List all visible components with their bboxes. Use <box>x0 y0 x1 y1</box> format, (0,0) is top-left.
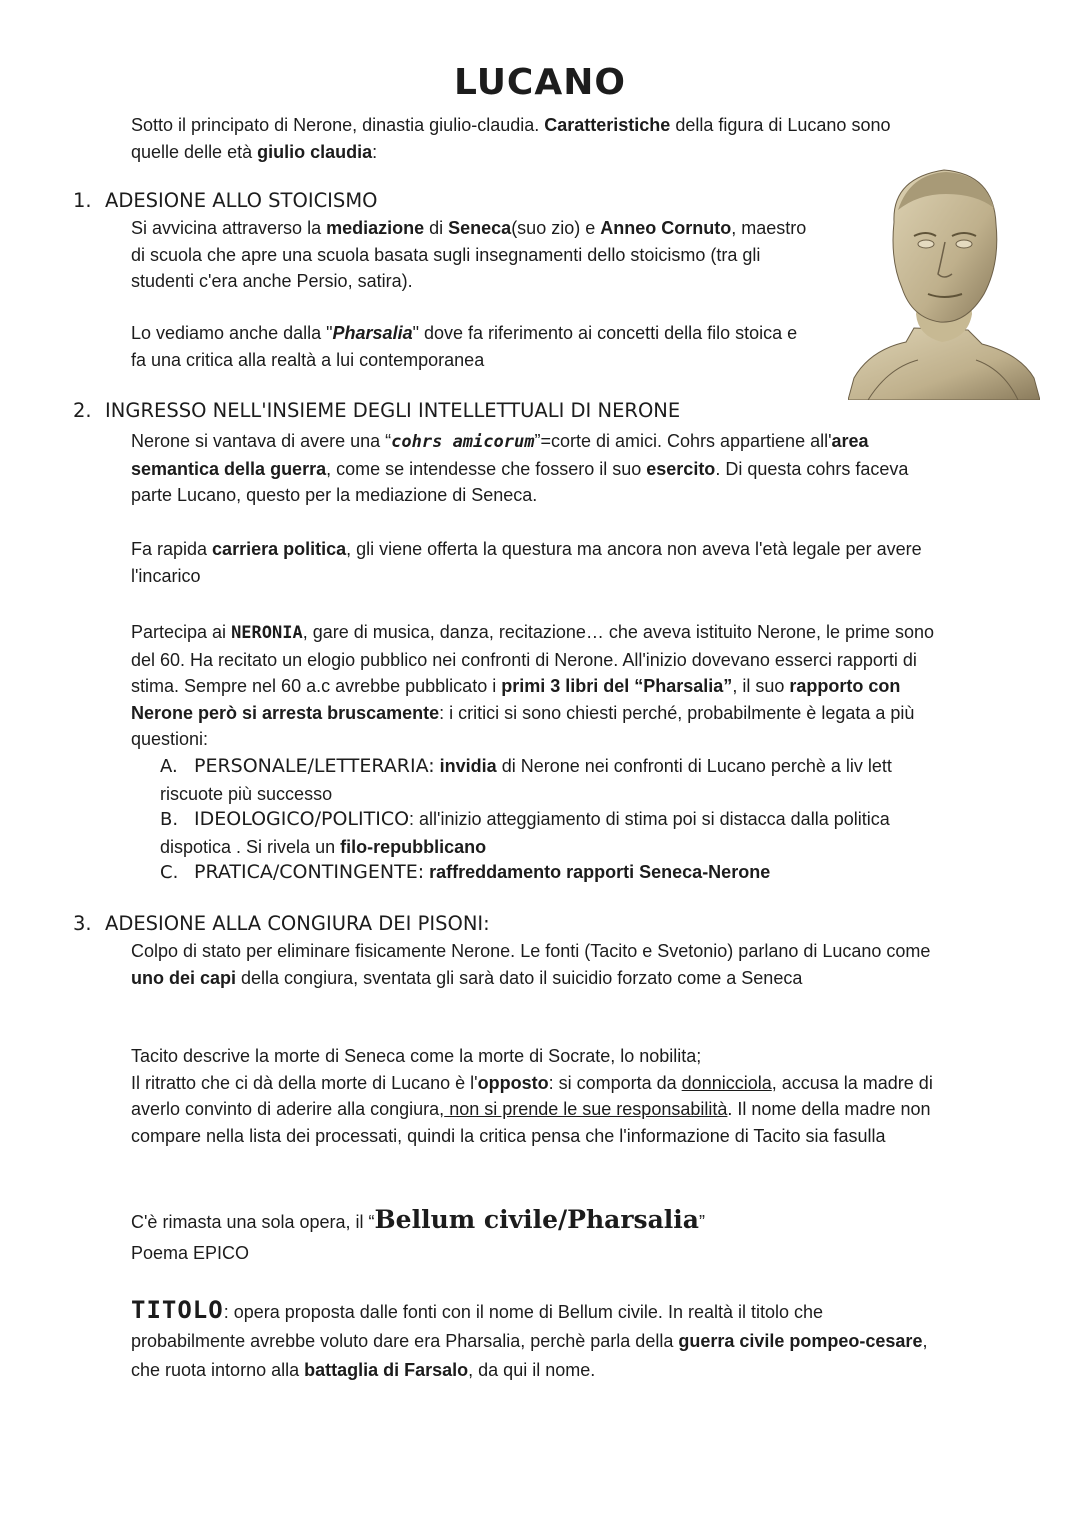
opera-paragraph: C'è rimasta una sola opera, il “Bellum civile/Pharsalia” <box>131 1205 705 1234</box>
section-1-heading: 1. ADESIONE ALLO STOICISMO <box>73 189 378 212</box>
page-title: LUCANO <box>454 62 626 103</box>
poema-epico-line: Poema EPICO <box>131 1243 250 1263</box>
section-1-paragraph-2: Lo vediamo anche dalla "Pharsalia" dove fa riferimento ai concetti della filo stoica e fa una critica alla realtà a lui contemporanea <box>131 323 798 370</box>
section-3-heading: 3. ADESIONE ALLA CONGIURA DEI PISONI: <box>73 912 490 935</box>
section-2-paragraph-3: Partecipa ai NERONIA, gare di musica, danza, recitazione… che aveva istituito Nerone, le prime sono del 60. Ha recitato un elogio pubblico nei confronti di Nerone. All'inizio dovevano esserci rapporti di stima. Sempre nel 60 a.c avrebbe pubblicato i primi 3 libri del “Pharsalia”, il suo rapporto con Nerone però si arresta bruscamente: i critici si sono chiesti perché, probabilmente è legata a più questioni: <box>131 622 935 749</box>
section-2-heading: 2. INGRESSO NELL'INSIEME DEGLI INTELLETTUALI DI NERONE <box>73 399 681 422</box>
section-3-paragraph-2: Tacito descrive la morte di Seneca come la morte di Socrate, lo nobilita; Il ritratto che ci dà della morte di Lucano è l'opposto: si comporta da donnicciola, accusa la madre di averlo convinto di aderire alla congiura, non si prende le sue responsabilità. Il nome della madre non compare nella lista dei processati, quindi la critica pensa che l'informazione di Tacito sia fasulla <box>131 1046 933 1146</box>
intro-paragraph: Sotto il principato di Nerone, dinastia giulio-claudia. Caratteristiche della figura di Lucano sono quelle delle età giulio claudia: <box>131 115 891 162</box>
reason-a: A. PERSONALE/LETTERARIA: invidia di Nerone nei confronti di Lucano perchè a liv lett riscuote più successo <box>160 755 892 804</box>
section-2-paragraph-1: Nerone si vantava di avere una “cohrs amicorum”=corte di amici. Cohrs appartiene all'area semantica della guerra, come se intendesse che fossero il suo esercito. Di questa cohrs faceva parte Lucano, questo per la mediazione di Seneca. <box>131 431 909 505</box>
section-2-paragraph-2: Fa rapida carriera politica, gli viene offerta la questura ma ancora non aveva l'età legale per avere l'incarico <box>131 539 922 586</box>
section-1-paragraph-1: Si avvicina attraverso la mediazione di Seneca(suo zio) e Anneo Cornuto, maestro di scuola che apre una scuola basata sugli insegnamenti dello stoicismo (tra gli studenti c'era anche Persio, satira). <box>131 218 807 291</box>
reason-c: C. PRATICA/CONTINGENTE: raffreddamento rapporti Seneca-Nerone <box>160 861 771 883</box>
reason-b: B. IDEOLOGICO/POLITICO: all'inizio atteggiamento di stima poi si distacca dalla politica dispotica . Si rivela un filo-repubblicano <box>160 808 890 857</box>
section-3-paragraph-1: Colpo di stato per eliminare fisicamente Nerone. Le fonti (Tacito e Svetonio) parlano di Lucano come uno dei capi della congiura, sventata gli sarà dato il suicidio forzato come a Seneca <box>131 941 931 988</box>
titolo-paragraph: TITOLO: opera proposta dalle fonti con il nome di Bellum civile. In realtà il titolo che probabilmente avrebbe voluto dare era Pharsalia, perchè parla della guerra civile pompeo-cesare, che ruota intorno alla battaglia di Farsalo, da qui il nome. <box>131 1296 928 1380</box>
bust-of-lucano <box>848 164 1040 400</box>
